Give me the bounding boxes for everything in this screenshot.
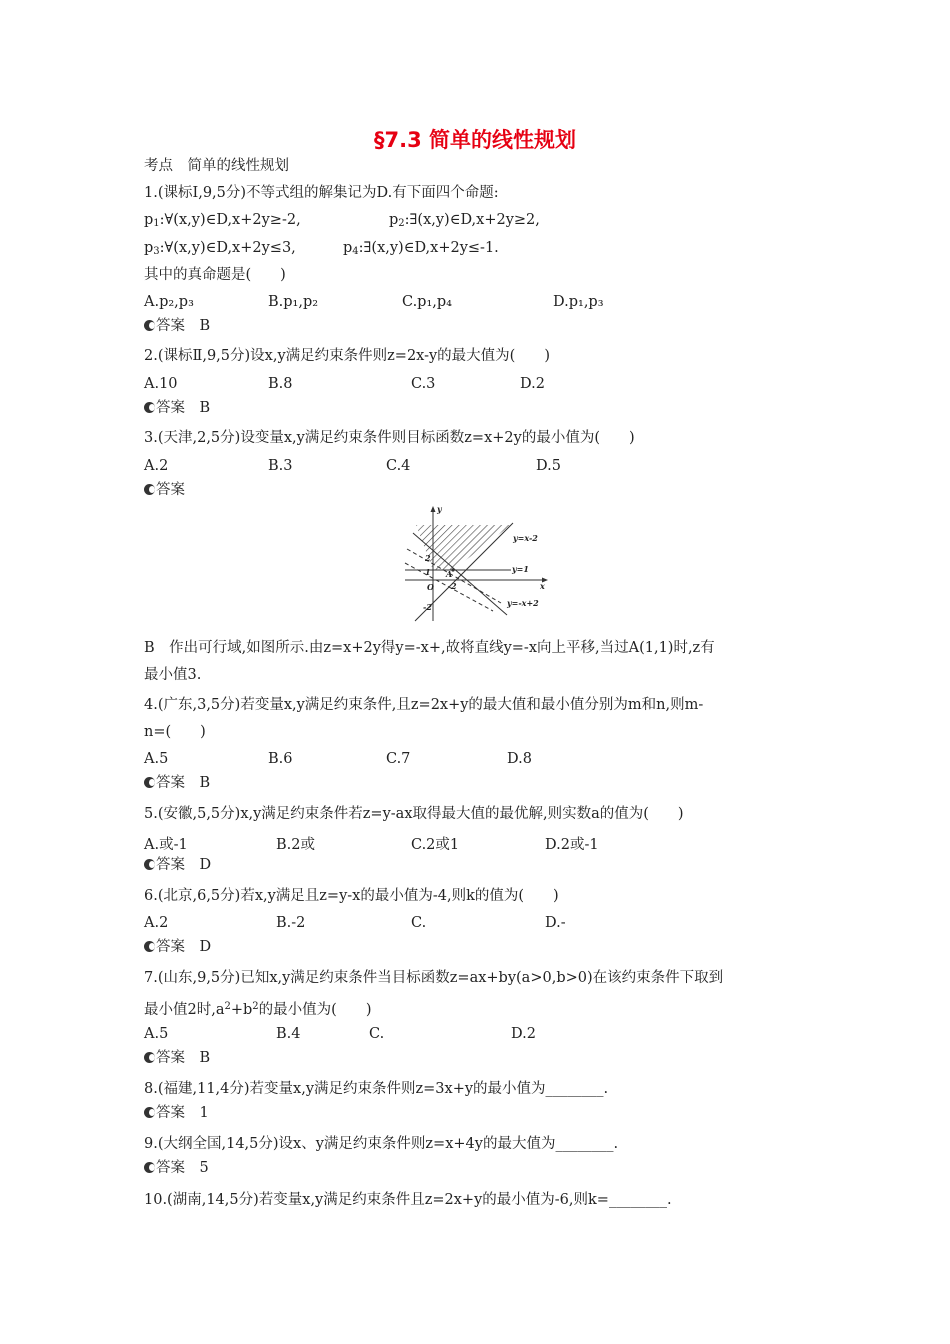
q10-stem: 10.(湖南,14,5分)若变量x,y满足约束条件且z=2x+y的最小值为-6,则k=________. bbox=[144, 1192, 672, 1208]
q4-option-a: A.5 bbox=[144, 751, 169, 767]
q9-answer: 答案 5 bbox=[144, 1158, 209, 1178]
answer-icon bbox=[144, 941, 155, 952]
q6-option-b: B.-2 bbox=[276, 915, 306, 931]
q4-option-c: C.7 bbox=[386, 751, 411, 767]
q3-option-b: B.3 bbox=[268, 458, 293, 474]
q8-stem: 8.(福建,11,4分)若变量x,y满足约束条件则z=3x+y的最小值为________. bbox=[144, 1081, 609, 1097]
q7-stem-line2: 最小值2时$,a^2+b^2$的最小值为( ) bbox=[144, 1001, 372, 1018]
q1-option-d: D.p₁,p₃ bbox=[553, 294, 604, 310]
q6-option-d: D.- bbox=[545, 915, 566, 931]
q9-stem: 9.(大纲全国,14,5分)设x、y满足约束条件则z=x+4y的最大值为________. bbox=[144, 1136, 619, 1152]
answer-icon bbox=[144, 484, 155, 495]
q4-option-b: B.6 bbox=[268, 751, 293, 767]
q5-option-a: A.或-1 bbox=[144, 837, 188, 853]
tick-label-y-2: 2 bbox=[425, 553, 431, 563]
q1-p2: $p_2:\exists(x,y)\in D,x+2y\ge 2$, bbox=[389, 212, 540, 229]
answer-icon bbox=[144, 1107, 155, 1118]
section-heading: 考点 简单的线性规划 bbox=[144, 158, 289, 174]
q4-stem-line2: n=( ) bbox=[144, 724, 206, 740]
q3-explanation-line2: 最小值3. bbox=[144, 667, 202, 683]
q4-stem-line1: 4.(广东,3,5分)若变量x,y满足约束条件,且z=2x+y的最大值和最小值分别为m和n,则m- bbox=[144, 697, 704, 713]
q3-stem: 3.(天津,2,5分)设变量x,y满足约束条件则目标函数z=x+2y的最小值为( ) bbox=[144, 430, 635, 446]
q3-option-d: D.5 bbox=[536, 458, 561, 474]
answer-icon bbox=[144, 1162, 155, 1173]
answer-icon bbox=[144, 320, 155, 331]
q5-answer: 答案 D bbox=[144, 855, 211, 875]
q7-option-a: A.5 bbox=[144, 1026, 169, 1042]
q1-option-b: B.p₁,p₂ bbox=[268, 294, 319, 310]
answer-icon bbox=[144, 402, 155, 413]
q4-option-d: D.8 bbox=[507, 751, 532, 767]
q2-stem: 2.(课标Ⅱ,9,5分)设x,y满足约束条件则z=2x-y的最大值为( ) bbox=[144, 348, 550, 364]
q5-stem: 5.(安徽,5,5分)x,y满足约束条件若z=y-ax取得最大值的最优解,则实数a的值为( ) bbox=[144, 806, 684, 822]
answer-icon bbox=[144, 777, 155, 788]
q2-option-a: A.10 bbox=[144, 376, 178, 392]
q7-option-d: D.2 bbox=[511, 1026, 536, 1042]
tick-label-y-1: 1 bbox=[425, 567, 431, 577]
q7-stem-line1: 7.(山东,9,5分)已知x,y满足约束条件当目标函数z=ax+by(a>0,b>0)在该约束条件下取到 bbox=[144, 970, 724, 986]
x-axis-label: x bbox=[540, 581, 545, 591]
q1-p1: $p_1:\forall(x,y)\in D,x+2y\ge-2$, bbox=[144, 212, 301, 229]
line-label-y-eq-neg-x-plus-2: y=-x+2 bbox=[507, 598, 539, 608]
q5-option-d: D.2或-1 bbox=[545, 837, 599, 853]
q6-option-a: A.2 bbox=[144, 915, 169, 931]
q6-answer: 答案 D bbox=[144, 937, 211, 957]
q7-option-b: B.4 bbox=[276, 1026, 301, 1042]
q3-answer: 答案 bbox=[144, 480, 185, 500]
q1-p3: $p_3:\forall(x,y)\in D,x+2y\le 3$, bbox=[144, 240, 296, 257]
q1-p4: $p_4:\exists(x,y)\in D,x+2y\le-1$. bbox=[343, 240, 499, 257]
q1-option-c: C.p₁,p₄ bbox=[402, 294, 452, 310]
q7-answer: 答案 B bbox=[144, 1048, 210, 1068]
q3-option-c: C.4 bbox=[386, 458, 411, 474]
q6-option-c: C. bbox=[411, 915, 427, 931]
q4-answer: 答案 B bbox=[144, 773, 210, 793]
line-label-y-eq-1: y=1 bbox=[512, 564, 529, 574]
origin-label: O bbox=[427, 582, 434, 592]
page-title: §7.3 简单的线性规划 bbox=[373, 128, 576, 152]
answer-icon bbox=[144, 859, 155, 870]
tick-label-y-neg-2: -2 bbox=[423, 602, 432, 612]
q8-answer: 答案 1 bbox=[144, 1103, 209, 1123]
q2-option-b: B.8 bbox=[268, 376, 293, 392]
q2-answer: 答案 B bbox=[144, 398, 210, 418]
q2-option-c: C.3 bbox=[411, 376, 436, 392]
tick-label-x-2: 2 bbox=[451, 581, 457, 591]
q1-stem: 1.(课标Ⅰ,9,5分)不等式组的解集记为D.有下面四个命题: bbox=[144, 185, 499, 201]
q6-stem: 6.(北京,6,5分)若x,y满足且z=y-x的最小值为-4,则k的值为( ) bbox=[144, 888, 559, 904]
y-axis-arrow bbox=[431, 506, 436, 512]
y-axis-label: y bbox=[437, 504, 442, 514]
q1-answer: 答案 B bbox=[144, 316, 210, 336]
line-label-y-eq-x-minus-2: y=x-2 bbox=[513, 533, 538, 543]
point-a-label: A bbox=[446, 569, 453, 579]
q5-option-c: C.2或1 bbox=[411, 837, 460, 853]
q5-option-b: B.2或 bbox=[276, 837, 315, 853]
answer-icon bbox=[144, 1052, 155, 1063]
q3-explanation-line1: B 作出可行域,如图所示.由z=x+2y得y=-x+,故将直线y=-x向上平移,当过A(1,1)时,z有 bbox=[144, 640, 715, 656]
q3-option-a: A.2 bbox=[144, 458, 169, 474]
q7-option-c: C. bbox=[369, 1026, 385, 1042]
feasible-region-figure bbox=[403, 503, 551, 625]
q2-option-d: D.2 bbox=[520, 376, 545, 392]
q1-ask: 其中的真命题是( ) bbox=[144, 267, 286, 283]
q1-option-a: A.p₂,p₃ bbox=[144, 294, 194, 310]
